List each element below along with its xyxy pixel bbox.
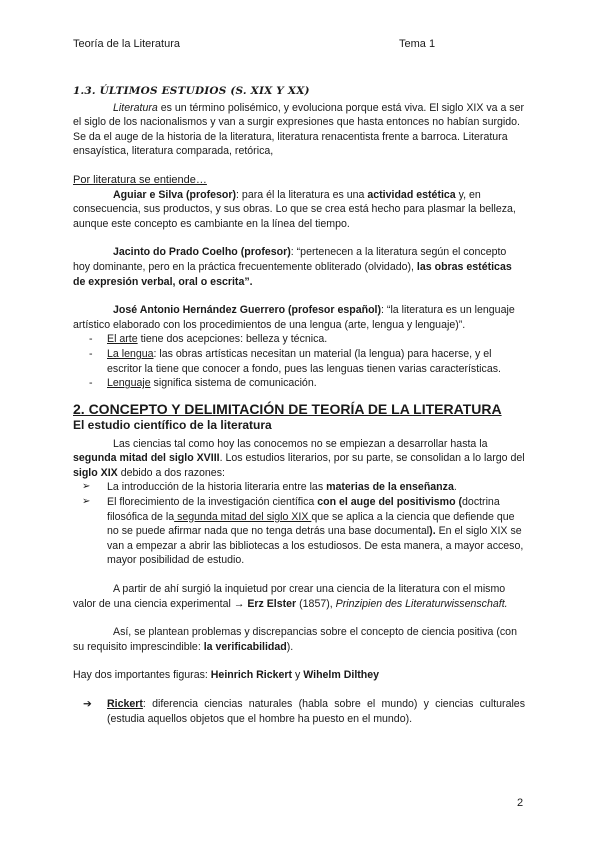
paragraph-problemas: Así, se plantean problemas y discrepancias sobre el concepto de ciencia positiva (con su requisito imprescindible: la verificabilidad). <box>73 626 517 653</box>
jose-name: José Antonio Hernández Guerrero (profesor español) <box>113 304 382 317</box>
section-2-subheading: El estudio científico de la literatura <box>73 417 272 432</box>
page-number: 2 <box>517 797 524 809</box>
arrow-bullet-icon: ➢ <box>82 496 91 508</box>
arrow-list <box>73 480 525 568</box>
list-item: ➢ La introducción de la historia literaria entre las materias de la enseñanza. <box>82 481 457 494</box>
header-course-title: Teoría de la Literatura <box>73 38 181 50</box>
list-item: ➔ Rickert: diferencia ciencias naturales (habla sobre el mundo) y ciencias culturales (estudia aquellos objetos que el hombre ha puesto en el mundo). <box>83 698 525 725</box>
subheading-por-literatura: Por literatura se entiende… <box>73 173 207 186</box>
aguiar-name: Aguiar e Silva (profesor) <box>113 188 237 201</box>
literatura-term: Literatura <box>113 101 158 114</box>
paragraph-aguiar: Aguiar e Silva (profesor): para él la literatura es una actividad estética y, en consecuencia, sus productos, y sus obras. Lo que se crea está hecho para plasmar la belleza, aunque este concepto es cambiante en la línea del tiempo. <box>73 188 516 230</box>
page-content <box>73 84 525 726</box>
paragraph-figuras: Hay dos importantes figuras: Heinrich Rickert y Wihelm Dilthey <box>73 669 380 682</box>
list-item: - El arte tiene dos acepciones: belleza y técnica. <box>73 332 525 347</box>
paragraph-jose: José Antonio Hernández Guerrero (profesor español): “la literatura es un lenguaje artístico elaborado con los procedimientos de una lengua (arte, lengua y lenguaje)”. <box>73 304 515 331</box>
arrow-bullet-icon: ➢ <box>82 481 91 493</box>
section-2-heading: 2. CONCEPTO Y DELIMITACIÓN DE TEORÍA DE LA LITERATURA <box>73 400 502 417</box>
paragraph-literatura: Literatura es un término polisémico, y evoluciona porque está viva. El siglo XIX va a ser el siglo de los nacionalismos y van a surgir expresiones que hasta entonces no habían surgido. Se da el auge de la historia de la literatura, literatura renacentista frente a barroca. Literatura ensayística, literatura comparada, retórica, <box>73 101 525 158</box>
rickert-list <box>73 697 525 726</box>
list-item: - Lenguaje significa sistema de comunicación. <box>73 376 525 391</box>
paragraph-jacinto: Jacinto do Prado Coelho (profesor): “pertenecen a la literatura según el concepto hoy dominante, pero en la práctica frecuentemente obliterado (olvidado), las obras estéticas de expresión verbal, oral o escrita”. <box>73 246 512 288</box>
paragraph-ciencias: Las ciencias tal como hoy las conocemos no se empiezan a desarrollar hasta la segunda mitad del siglo XVIII. Los estudios literarios, por su parte, se consolidan a lo largo del siglo XIX debido a dos razones: <box>73 437 525 479</box>
paragraph-inquietud: A partir de ahí surgió la inquietud por crear una ciencia de la literatura con el mismo valor de una ciencia experimental → Erz Elster (1857), Prinzipien des Literaturwissenschaft. <box>73 583 508 610</box>
dash-list <box>73 332 525 390</box>
list-item: - La lengua: las obras artísticas necesitan un material (la lengua) para hacerse, y el escritor la tiene que conocer a fondo, pues las lenguas tienen varias características. <box>73 347 525 376</box>
jacinto-name: Jacinto do Prado Coelho (profesor) <box>113 246 291 259</box>
section-1-3-heading: 1.3. ÚLTIMOS ESTUDIOS (S. XIX Y XX) <box>73 85 310 97</box>
arrow-right-icon: ➔ <box>83 698 92 710</box>
header-unit: Tema 1 <box>399 38 436 50</box>
list-item: ➢ El florecimiento de la investigación científica con el auge del positivismo (doctrina filosófica de la segunda mitad del siglo XIX que se aplica a la ciencia que defiende que no se puede afirmar nada que no tenga detrás una base documental). En el siglo XIX se van a empezar a abrir las bibliotecas a los estudiosos. De esta manera, a mayor acceso, mayor posibilidad de estudio. <box>82 496 524 567</box>
